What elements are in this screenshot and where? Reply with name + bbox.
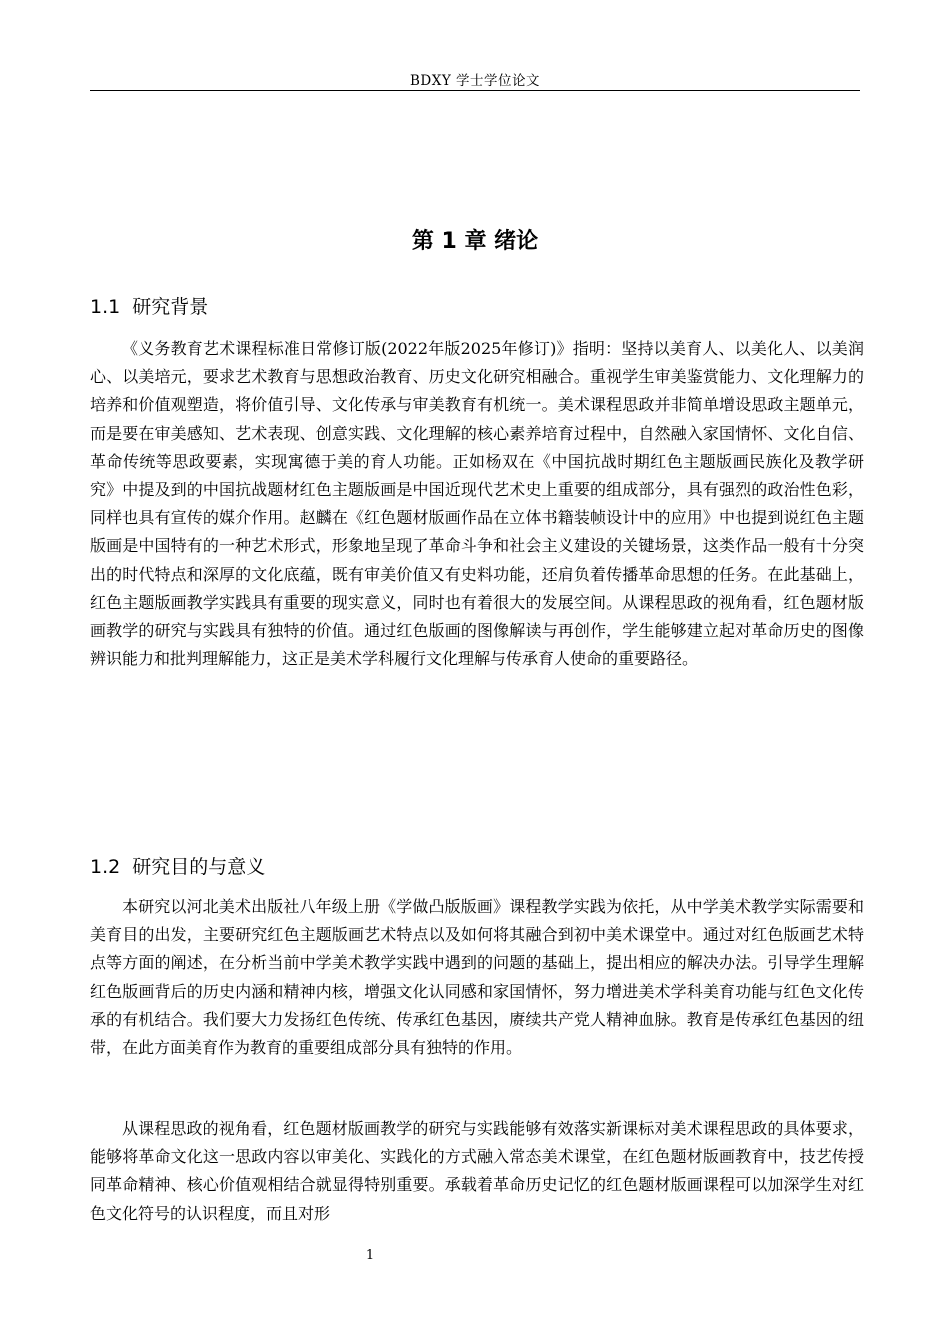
section-title-text: 研究背景 bbox=[132, 296, 209, 318]
page-number: 1 bbox=[365, 1248, 375, 1263]
paragraph: 从课程思政的视角看，红色题材版画教学的研究与实践能够有效落实新课标对美术课程思政的具体要求，能够将革命文化这一思政内容以审美化、实践化的方式融入常态美术课堂，在红色题材版画教育中，技艺传授同革命精神、核心价值观相结合就显得特别重要。承载着革命历史记忆的红色题材版画课程可以加深学生对红色文化符号的认识程度，而且对形 bbox=[90, 1119, 864, 1223]
running-header: BDXY 学士学位论文 bbox=[409, 73, 541, 89]
section-number: 1.2 bbox=[90, 856, 121, 878]
section-heading-1-1 bbox=[90, 292, 208, 319]
paragraph: 《义务教育艺术课程标准日常修订版(2022年版2025年修订)》指明：坚持以美育人、以美化人、以美润心、以美培元，要求艺术教育与思想政治教育、历史文化研究相融合。重视学生审美鉴赏能力、文化理解力的培养和价值观塑造，将价值引导、文化传承与审美教育有机统一。美术课程思政并非简单增设思政主题单元，而是要在审美感知、艺术表现、创意实践、文化理解的核心素养培育过程中，自然融入家国情怀、文化自信、革命传统等思政要素，实现寓德于美的育人功能。正如杨双在《中国抗战时期红色主题版画民族化及教学研究》中提及到的中国抗战题材红色主题版画是中国近现代艺术史上重要的组成部分，具有强烈的政治性色彩，同样也具有宣传的媒介作用。赵麟在《红色题材版画作品在立体书籍装帧设计中的应用》中也提到说红色主题版画是中国特有的一种艺术形式，形象地呈现了革命斗争和社会主义建设的关键场景，这类作品一般有十分突出的时代特点和深厚的文化底蕴，既有审美价值又有史料功能，还肩负着传播革命思想的任务。在此基础上，红色主题版画教学实践具有重要的现实意义，同时也有着很大的发展空间。从课程思政的视角看，红色题材版画教学的研究与实践具有独特的价值。通过红色版画的图像解读与再创作，学生能够建立起对革命历史的图像辨识能力和批判理解能力，这正是美术学科履行文化理解与传承育人使命的重要路径。 bbox=[90, 339, 864, 669]
chapter-title: 第 1 章 绪论 bbox=[411, 229, 539, 254]
header-rule bbox=[90, 90, 860, 91]
section-number: 1.1 bbox=[90, 296, 121, 318]
section-title-text: 研究目的与意义 bbox=[132, 856, 266, 878]
paragraph: 本研究以河北美术出版社八年级上册《学做凸版版画》课程教学实践为依托，从中学美术教学实际需要和美育目的出发，主要研究红色主题版画艺术特点以及如何将其融合到初中美术课堂中。通过对红色版画艺术特点等方面的阐述，在分析当前中学美术教学实践中遇到的问题的基础上，提出相应的解决办法。引导学生理解红色版画背后的历史内涵和精神内核，增强文化认同感和家国情怀，努力增进美术学科美育功能与红色文化传承的有机结合。我们要大力发扬红色传统、传承红色基因，赓续共产党人精神血脉。教育是传承红色基因的纽带，在此方面美育作为教育的重要组成部分具有独特的作用。 bbox=[90, 897, 864, 1058]
section-heading-1-2 bbox=[90, 852, 265, 879]
